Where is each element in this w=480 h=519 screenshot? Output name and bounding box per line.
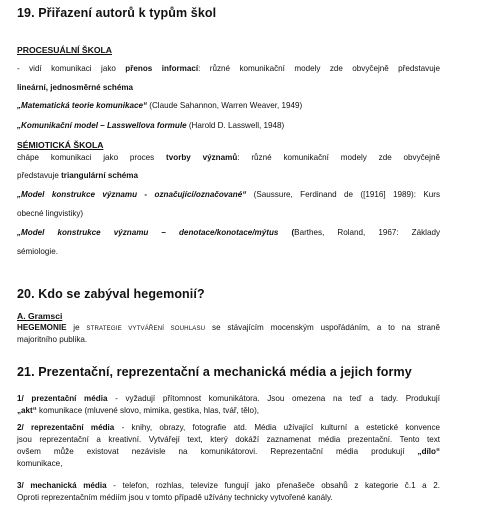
prezentacni-line-1: 1/ prezentační média - vyžadují přítomnost komunikátora. Jsou omezena na teď a tady. Produkují [17, 394, 440, 403]
semioticka-line-2: představuje triangulární schéma [17, 171, 139, 180]
semioticka-ref-2-cont: sémiologie. [17, 247, 58, 256]
reprezentacni-line-1: 2/ reprezentační média - knihy, obrazy, fotografie atd. Média užívající kulturní a estetické konvence [17, 423, 440, 432]
mechanicka-line-1: 3/ mechanická média - telefon, rozhlas, televize fungují jako přenašeče obsahů z kategorie č.1 a 2. [17, 481, 441, 490]
mechanicka-line-2: Oproti reprezentačním médiím jsou v tomto případě užívány technicky vytvořené kanály. [17, 493, 333, 502]
procesualni-ref-1: „Matematická teorie komunikace“ (Claude Sahannon, Warren Weaver, 1949) [17, 101, 303, 110]
semioticka-line-1: chápe komunikaci jako proces tvorby významů: různé komunikační modely zde obvyčejně [17, 153, 440, 162]
reprezentacni-line-2: jsou reprezentační a kreativní. Vytvářejí text, který dokáží zaznamenat média prezentační. Tento text [17, 435, 440, 444]
procesualni-skola-title: PROCESUÁLNÍ ŠKOLA [17, 45, 113, 55]
hegemonie-line-2: majoritního publika. [17, 335, 88, 344]
prezentacni-line-2: „akt“ komunikace (mluvené slovo, mimika, gestika, hlas, tvář, tělo), [17, 406, 260, 415]
procesualni-ref-2: „Komunikační model – Lasswellova formule (Harold D. Lasswell, 1948) [17, 121, 285, 130]
gramsci-author: A. Gramsci [17, 311, 63, 321]
semioticka-ref-1-cont: obecné lingvistiky) [17, 209, 84, 218]
semioticka-skola-title: SÉMIOTICKÁ ŠKOLA [17, 140, 104, 150]
procesualni-line-1: - vidí komunikaci jako přenos informací: různé komunikační modely zde obvyčejně představuje [17, 64, 441, 73]
semioticka-ref-1: „Model konstrukce významu - označující/označované“ (Saussure, Ferdinand de ([1916] 1989): Kurs [17, 190, 440, 199]
procesualni-line-2: lineární, jednosměrné schéma [17, 83, 134, 92]
hegemonie-line-1: HEGEMONIE je STRATEGIE VYTVÁŘENÍ SOUHLASU se stávajícím mocenským uspořádáním, a to na straně [17, 323, 440, 332]
reprezentacni-line-4: komunikace, [17, 459, 63, 468]
section-20-heading: 20. Kdo se zabýval hegemonií? [17, 287, 205, 301]
section-19-heading: 19. Přiřazení autorů k typům škol [17, 6, 217, 20]
reprezentacni-line-3: ovšem může existovat nezávisle na komunikátorovi. Reprezentační média produkují „dílo“ [17, 447, 440, 456]
section-21-heading: 21. Prezentační, reprezentační a mechanická média a jejich formy [17, 365, 412, 379]
semioticka-ref-2: „Model konstrukce významu – denotace/konotace/mýtus (Barthes, Roland, 1967: Základy [17, 228, 440, 237]
